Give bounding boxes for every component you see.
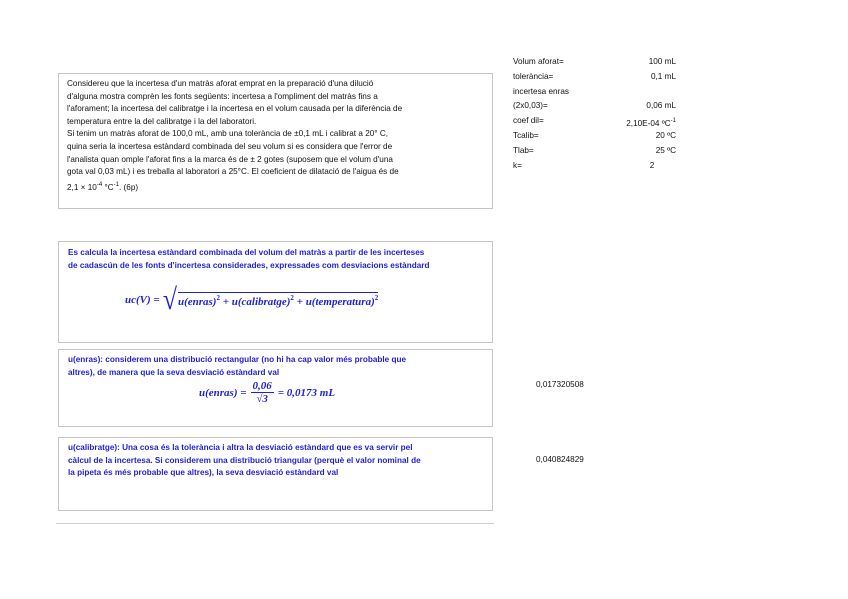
parameter-row — [513, 85, 683, 100]
parameter-row — [513, 144, 683, 159]
sqrt-sign: √ — [162, 282, 177, 317]
parameter-label: coef dil= — [513, 116, 544, 126]
parameter-label: incertesa enras — [513, 86, 569, 96]
formula-lhs: u(enras) = — [199, 387, 247, 399]
parameter-row — [513, 114, 683, 129]
problem-statement-box — [58, 73, 493, 209]
parameter-label: Volum aforat= — [513, 57, 564, 66]
problem-last-prefix: 2,1 × 10 — [67, 182, 97, 192]
exponent: -1 — [670, 118, 676, 125]
parameter-row — [513, 99, 683, 114]
problem-line: l'aforament; la incertesa del calibratge i la incertesa en el volum causada per la diferència de — [67, 104, 403, 114]
combined-text-line: Es calcula la incertesa estàndard combinada del volum del matràs a partir de les incerteses — [68, 248, 425, 257]
enras-text-line: u(enras): considerem una distribució rectangular (no hi ha cap valor més probable que — [68, 355, 407, 364]
parameter-value: 20 ºC — [655, 130, 676, 140]
parameter-value: 0,1 mL — [650, 71, 676, 81]
divider-line — [56, 523, 494, 524]
parameter-row — [513, 159, 683, 174]
problem-line: l'analista quan omple l'aforat fins a la marca és de ± 2 gotes (suposem que el volum d'una — [67, 154, 393, 164]
parameter-value: 2 — [649, 160, 655, 170]
sqrt-body — [178, 292, 378, 308]
enras-formula — [199, 380, 335, 406]
calibratge-text-line: u(calibratge): Una cosa és la tolerància i altra la desviació estàndard que es va servir pel — [68, 443, 413, 452]
formula-term: + u(calibratge) — [222, 296, 291, 308]
parameter-label: Tlab= — [513, 145, 534, 155]
exponent: -4 — [96, 181, 103, 188]
exponent: 2 — [374, 294, 379, 302]
formula-term: u(enras) — [177, 296, 217, 308]
problem-line: d'alguna mostra comprèn les fonts següents: incertesa a l'ompliment del matràs fins a — [67, 91, 378, 101]
problem-line: gota val 0,03 mL) i es treballa al laboratori a 25°C. El coeficient de dilatació de l'aigua és de — [67, 167, 399, 177]
parameter-label: (2x0,03)= — [513, 101, 548, 111]
problem-last-line — [67, 179, 484, 195]
problem-line: Si tenim un matràs aforat de 100,0 mL, amb una tolerància de ±0,1 mL i calibrat a 20° C, — [67, 129, 389, 139]
enras-uncertainty-box — [58, 349, 493, 427]
problem-line: temperatura entre la del calibratge i la del laboratori. — [67, 116, 257, 126]
calc-value-enras: 0,017320508 — [536, 380, 584, 389]
formula-term: + u(temperatura) — [296, 296, 375, 308]
combined-uncertainty-box — [58, 241, 493, 343]
parameter-label: Tcalib= — [513, 130, 539, 140]
exponent: 2 — [216, 294, 220, 302]
exponent: -1 — [113, 181, 119, 188]
parameter-table — [513, 55, 683, 173]
combined-text-line: de cadascún de les fonts d'incertesa considerades, expressades com desviacions estàndard — [68, 260, 430, 270]
exponent: 2 — [290, 294, 294, 302]
parameter-value: 25 ºC — [655, 145, 676, 155]
parameter-value: 100 mL — [648, 57, 676, 66]
parameter-value: 2,10E-04 ºC$^{-1}$ — [626, 118, 676, 129]
parameter-label: k= — [513, 160, 522, 170]
parameter-row — [513, 70, 683, 85]
problem-last-mid: °C — [102, 182, 114, 192]
problem-last-suffix: . (6p) — [118, 182, 139, 192]
formula-result: = 0,0173 mL — [277, 387, 336, 399]
parameter-label: tolerància= — [513, 71, 554, 81]
fraction-denominator: √3 — [256, 393, 268, 405]
problem-line: Considereu que la incertesa d'un matràs aforat emprat en la preparació d'una dilució — [67, 79, 374, 88]
formula-lhs: uc(V) = — [125, 294, 160, 306]
enras-text-line: altres), de manera que la seva desviació estàndard val — [68, 367, 280, 377]
parameter-value: 0,06 mL — [646, 101, 676, 111]
fraction — [251, 380, 274, 406]
parameter-row — [513, 129, 683, 144]
combined-formula — [125, 282, 379, 317]
fraction-numerator: 0,06 — [252, 380, 272, 392]
calc-value-calibratge: 0,040824829 — [536, 455, 584, 464]
calibratge-uncertainty-box — [58, 437, 493, 511]
calibratge-text-line: la pipeta és més probable que altres), la seva desviació estàndard val — [68, 468, 339, 477]
calibratge-text-line: càlcul de la incertesa. Si considerem una distribució triangular (perquè el valor nominal de — [68, 455, 421, 465]
parameter-row — [513, 55, 683, 70]
problem-line: quina seria la incertesa estàndard combinada del seu volum si es considera que l'error de — [67, 141, 393, 151]
